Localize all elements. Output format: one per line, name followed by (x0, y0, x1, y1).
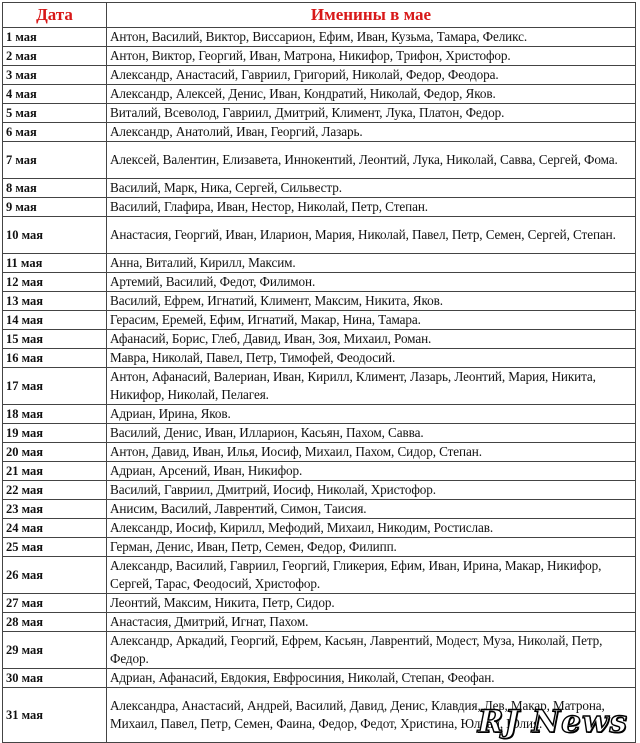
date-cell: 18 мая (3, 405, 107, 424)
date-cell: 27 мая (3, 594, 107, 613)
table-row (3, 85, 636, 104)
table-header-row (3, 3, 636, 28)
date-cell: 23 мая (3, 500, 107, 519)
table-row (3, 613, 636, 632)
table-row (3, 519, 636, 538)
table-row (3, 179, 636, 198)
date-cell: 3 мая (3, 66, 107, 85)
table-row (3, 500, 636, 519)
date-cell: 25 мая (3, 538, 107, 557)
date-cell: 19 мая (3, 424, 107, 443)
table-row (3, 123, 636, 142)
table-row (3, 104, 636, 123)
date-cell: 12 мая (3, 273, 107, 292)
table-row (3, 330, 636, 349)
names-cell: Антон, Афанасий, Валериан, Иван, Кирилл, Климент, Лазарь, Леонтий, Мария, Никита, Никифор, Николай, Пелагея. (107, 368, 636, 405)
date-cell: 26 мая (3, 557, 107, 594)
names-cell: Адриан, Афанасий, Евдокия, Евфросиния, Николай, Степан, Феофан. (107, 669, 636, 688)
date-column-header: Дата (3, 3, 107, 28)
date-cell: 24 мая (3, 519, 107, 538)
names-cell: Василий, Марк, Ника, Сергей, Сильвестр. (107, 179, 636, 198)
names-cell: Анастасия, Дмитрий, Игнат, Пахом. (107, 613, 636, 632)
date-cell: 11 мая (3, 254, 107, 273)
table-row (3, 47, 636, 66)
names-cell: Герман, Денис, Иван, Петр, Семен, Федор, Филипп. (107, 538, 636, 557)
names-cell: Александр, Иосиф, Кирилл, Мефодий, Михаил, Никодим, Ростислав. (107, 519, 636, 538)
table-row (3, 349, 636, 368)
table-row (3, 142, 636, 179)
table-row (3, 217, 636, 254)
names-cell: Анастасия, Георгий, Иван, Иларион, Мария, Николай, Павел, Петр, Семен, Сергей, Степан. (107, 217, 636, 254)
table-row (3, 405, 636, 424)
date-cell: 30 мая (3, 669, 107, 688)
names-cell: Александр, Василий, Гавриил, Георгий, Гликерия, Ефим, Иван, Ирина, Макар, Никифор, Сергей, Тарас, Феодосий, Христофор. (107, 557, 636, 594)
date-cell: 13 мая (3, 292, 107, 311)
table-row (3, 632, 636, 669)
names-cell: Алексей, Валентин, Елизавета, Иннокентий, Леонтий, Лука, Николай, Савва, Сергей, Фома. (107, 142, 636, 179)
names-cell: Александр, Анастасий, Гавриил, Григорий, Николай, Федор, Феодора. (107, 66, 636, 85)
names-cell: Афанасий, Борис, Глеб, Давид, Иван, Зоя, Михаил, Роман. (107, 330, 636, 349)
names-cell: Александр, Аркадий, Георгий, Ефрем, Касьян, Лаврентий, Модест, Муза, Николай, Петр, Федор. (107, 632, 636, 669)
date-cell: 5 мая (3, 104, 107, 123)
date-cell: 4 мая (3, 85, 107, 104)
date-cell: 22 мая (3, 481, 107, 500)
date-cell: 28 мая (3, 613, 107, 632)
date-cell: 10 мая (3, 217, 107, 254)
date-cell: 2 мая (3, 47, 107, 66)
table-row (3, 368, 636, 405)
date-cell: 1 мая (3, 28, 107, 47)
names-cell: Василий, Ефрем, Игнатий, Климент, Максим, Никита, Яков. (107, 292, 636, 311)
names-cell: Анисим, Василий, Лаврентий, Симон, Таисия. (107, 500, 636, 519)
table-row (3, 254, 636, 273)
date-cell: 21 мая (3, 462, 107, 481)
names-cell: Василий, Денис, Иван, Илларион, Касьян, Пахом, Савва. (107, 424, 636, 443)
date-cell: 15 мая (3, 330, 107, 349)
date-cell: 9 мая (3, 198, 107, 217)
names-cell: Адриан, Ирина, Яков. (107, 405, 636, 424)
table-row (3, 424, 636, 443)
table-row (3, 538, 636, 557)
table-row (3, 28, 636, 47)
date-cell: 7 мая (3, 142, 107, 179)
date-cell: 31 мая (3, 688, 107, 743)
watermark-logo: RJ News (477, 704, 628, 740)
names-cell: Антон, Давид, Иван, Илья, Иосиф, Михаил, Пахом, Сидор, Степан. (107, 443, 636, 462)
date-cell: 17 мая (3, 368, 107, 405)
table-row (3, 198, 636, 217)
names-cell: Мавра, Николай, Павел, Петр, Тимофей, Феодосий. (107, 349, 636, 368)
date-cell: 6 мая (3, 123, 107, 142)
names-column-header: Именины в мае (107, 3, 636, 28)
names-cell: Леонтий, Максим, Никита, Петр, Сидор. (107, 594, 636, 613)
names-cell: Александр, Анатолий, Иван, Георгий, Лазарь. (107, 123, 636, 142)
date-cell: 14 мая (3, 311, 107, 330)
names-cell: Александра, Анастасий, Андрей, Василий, Давид, Денис, Клавдия, Лев, Макар, Матрона, Михаил, Павел, Петр, Семен, Фаина, Федор, Федот, Христина, Юлиан, Юлия. (107, 688, 636, 743)
names-cell: Василий, Глафира, Иван, Нестор, Николай, Петр, Степан. (107, 198, 636, 217)
date-cell: 20 мая (3, 443, 107, 462)
table-row (3, 594, 636, 613)
table-row (3, 462, 636, 481)
date-cell: 8 мая (3, 179, 107, 198)
table-row (3, 311, 636, 330)
date-cell: 16 мая (3, 349, 107, 368)
table-row (3, 481, 636, 500)
name-days-table (2, 2, 636, 743)
names-cell: Адриан, Арсений, Иван, Никифор. (107, 462, 636, 481)
names-cell: Герасим, Еремей, Ефим, Игнатий, Макар, Нина, Тамара. (107, 311, 636, 330)
table-body (3, 28, 636, 743)
table-row (3, 443, 636, 462)
names-cell: Александр, Алексей, Денис, Иван, Кондратий, Николай, Федор, Яков. (107, 85, 636, 104)
table-row (3, 273, 636, 292)
date-cell: 29 мая (3, 632, 107, 669)
names-cell: Артемий, Василий, Федот, Филимон. (107, 273, 636, 292)
table-row (3, 66, 636, 85)
names-cell: Антон, Виктор, Георгий, Иван, Матрона, Никифор, Трифон, Христофор. (107, 47, 636, 66)
names-cell: Антон, Василий, Виктор, Виссарион, Ефим, Иван, Кузьма, Тамара, Феликс. (107, 28, 636, 47)
names-cell: Виталий, Всеволод, Гавриил, Дмитрий, Климент, Лука, Платон, Федор. (107, 104, 636, 123)
table-row (3, 669, 636, 688)
names-cell: Василий, Гавриил, Дмитрий, Иосиф, Николай, Христофор. (107, 481, 636, 500)
names-cell: Анна, Виталий, Кирилл, Максим. (107, 254, 636, 273)
table-row (3, 292, 636, 311)
table-row (3, 557, 636, 594)
